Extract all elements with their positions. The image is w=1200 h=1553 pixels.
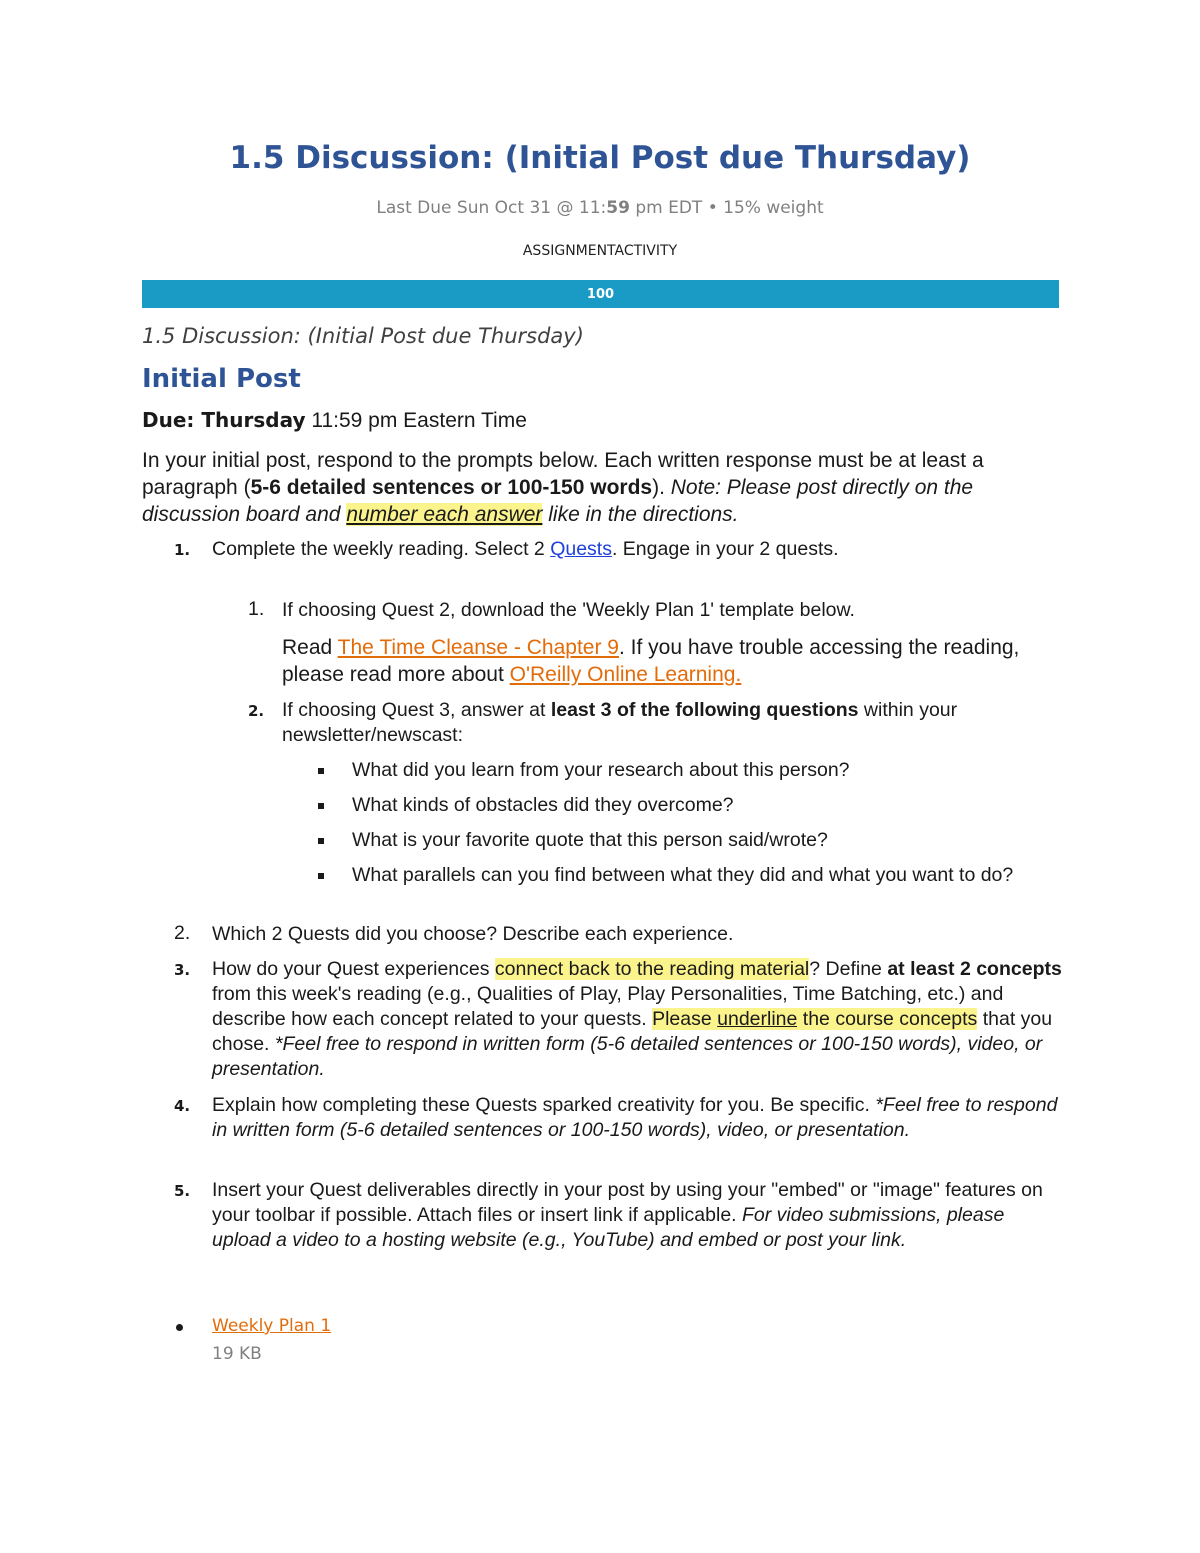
note-text-2: like in the directions.: [542, 503, 739, 526]
square-bullet-icon: [318, 838, 324, 844]
subtitle: 1.5 Discussion: (Initial Post due Thursday): [142, 324, 584, 348]
list-number: 1.: [174, 541, 191, 559]
due-line: [142, 408, 527, 433]
note-text: Note: Please post directly on the discussion board and: [142, 476, 974, 526]
sublist-item: [282, 598, 1062, 623]
square-bullet-icon: [318, 768, 324, 774]
bullet-dot-icon: [176, 1324, 183, 1331]
item-text-2: . Engage in your 2 quests.: [611, 538, 839, 560]
item-italic: *Feel free to respond in written form (5-6 detailed sentences or 100-150 words), video, or presentation.: [212, 1033, 1043, 1080]
list-item: [212, 957, 1062, 1082]
question-item: What did you learn from your research about this person?: [352, 759, 850, 781]
read-paragraph: [282, 634, 1062, 688]
list-number: 2.: [174, 922, 191, 944]
item-text: How do your Quest experiences: [212, 958, 495, 980]
square-bullet-icon: [318, 803, 324, 809]
list-item: [212, 1093, 1062, 1143]
item-bold: at least 2 concepts: [887, 958, 1062, 980]
meta-prefix: Last Due Sun Oct 31 @ 11:: [376, 198, 607, 218]
highlight-text: connect back to the reading material: [494, 958, 810, 980]
square-bullet-icon: [318, 873, 324, 879]
list-number: 5.: [174, 1182, 191, 1200]
item-text-4: that you chose.: [212, 1008, 1053, 1055]
due-time: 11:59 pm Eastern Time: [305, 409, 527, 432]
note-highlight: number each answer: [346, 503, 543, 526]
file-size: 19 KB: [212, 1344, 262, 1364]
item-italic: For video submissions, please upload a video to a hosting website (e.g., YouTube) and embed or post your link.: [212, 1204, 1005, 1251]
assignment-label: ASSIGNMENTACTIVITY: [522, 243, 678, 259]
highlight-text: the course concepts: [797, 1008, 978, 1030]
meta-bold: 59: [606, 198, 630, 218]
item-italic: *Feel free to respond in written form (5-6 detailed sentences or 100-150 words), video, or presentation.: [212, 1094, 1058, 1141]
read-text: . If you have trouble accessing the reading, please read more about: [282, 636, 1020, 686]
question-item: What kinds of obstacles did they overcome?: [352, 794, 734, 816]
due-meta: [0, 198, 1200, 218]
quests-link[interactable]: Quests: [550, 538, 612, 560]
sublist-number: 1.: [248, 598, 265, 620]
intro-bold: 5-6 detailed sentences or 100-150 words: [250, 476, 653, 499]
item-text: Explain how completing these Quests sparked creativity for you. Be specific.: [212, 1094, 876, 1116]
item-text: Insert your Quest deliverables directly in your post by using your "embed" or "image" features on your toolbar if possible. Attach files or insert link if applicable.: [212, 1179, 1043, 1226]
highlight-text: Please: [652, 1008, 718, 1030]
item-text-2: ? Define: [809, 958, 888, 980]
progress-bar: [142, 280, 1059, 308]
oreilly-link[interactable]: O'Reilly Online Learning.: [509, 663, 742, 686]
subitem-bold: least 3 of the following questions: [550, 699, 859, 721]
subitem-text: If choosing Quest 2, download the 'Weekly Plan 1' template below.: [282, 599, 855, 621]
intro-paragraph: [142, 447, 1062, 528]
sublist-number: 2.: [248, 702, 265, 720]
highlight-underline: underline: [717, 1008, 798, 1030]
subitem-text: If choosing Quest 3, answer at: [282, 699, 551, 721]
intro-text-2: ).: [652, 476, 671, 499]
read-prefix: Read: [282, 636, 338, 659]
question-item: What is your favorite quote that this person said/wrote?: [352, 829, 828, 851]
list-item: [212, 537, 1072, 562]
list-number: 3.: [174, 961, 191, 979]
sublist-item: [282, 698, 1062, 748]
progress-label: 100: [586, 287, 615, 302]
meta-suffix: pm EDT • 15% weight: [629, 198, 824, 218]
section-heading: Initial Post: [142, 364, 301, 394]
page-title: 1.5 Discussion: (Initial Post due Thursday): [229, 140, 971, 176]
list-item: [212, 1178, 1062, 1253]
intro-text: In your initial post, respond to the prompts below. Each written response must be at least a paragraph (: [142, 449, 984, 499]
question-item: What parallels can you find between what they did and what you want to do?: [352, 864, 1014, 886]
subitem-text-2: within your newsletter/newscast:: [282, 699, 958, 746]
item-text: Complete the weekly reading. Select 2: [212, 538, 551, 560]
weekly-plan-link[interactable]: Weekly Plan 1: [212, 1316, 332, 1336]
time-cleanse-link[interactable]: The Time Cleanse - Chapter 9: [337, 636, 619, 659]
due-label: Due: Thursday: [142, 408, 306, 432]
list-number: 4.: [174, 1097, 191, 1115]
list-item: Which 2 Quests did you choose? Describe each experience.: [212, 923, 734, 945]
item-text-3: from this week's reading (e.g., Qualities of Play, Play Personalities, Time Batching, etc.) and describe how each concept related to your quests.: [212, 983, 1004, 1030]
